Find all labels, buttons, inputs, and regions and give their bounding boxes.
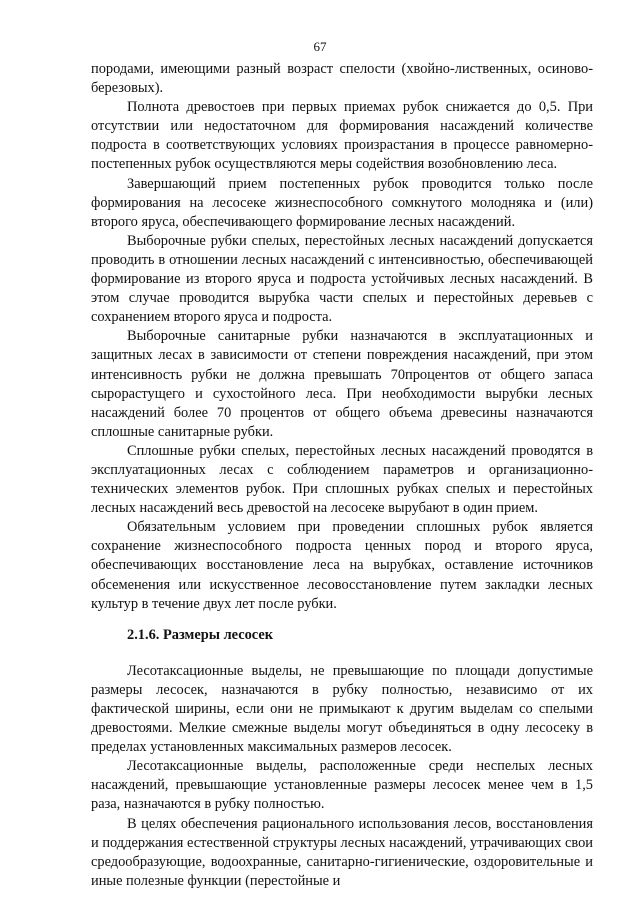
paragraph: Лесотаксационные выделы, расположенные среди неспелых лесных насаждений, превышающие установленные размеры лесосек менее чем в 1,5 раза, назначаются в рубку полностью. [91,758,593,813]
paragraph: Сплошные рубки спелых, перестойных лесных насаждений проводятся в эксплуатационных лесах с соблюдением параметров и организационно-технических элементов рубок. При сплошных рубках спелых и перестойных лесных насаждений весь древостой на лесосеке вырубают в один прием. [91,442,593,517]
paragraph: Выборочные рубки спелых, перестойных лесных насаждений допускается проводить в отношении лесных насаждений с интенсивностью, обеспечивающей формирование из второго яруса и подроста устойчивых лесных насаждений. В этом случае проводится вырубка части спелых и перестойных деревьев с сохранением второго яруса и подроста. [91,232,593,326]
paragraph: Обязательным условием при проведении сплошных рубок является сохранение жизнеспособного подроста ценных пород и второго яруса, обеспечивающих восстановление леса на вырубках, оставление источников обсеменения или искусственное лесовосстановление путем закладки лесных культур в течение двух лет после рубки. [91,519,593,612]
page-number: 67 [313,39,327,54]
paragraph: Лесотаксационные выделы, не превышающие по площади допустимые размеры лесосек, назначаются в рубку полностью, независимо от их фактической ширины, если они не примыкают к другим выделам со спелыми древостоями. Мелкие смежные выделы могут объединяться в одну лесосеку в пределах установленных максимальных размеров лесосек. [91,662,593,756]
paragraph: породами, имеющими разный возраст спелости (хвойно-лиственных, осиново-березовых). [91,61,593,97]
paragraphs-after-heading [91,662,593,891]
paragraph: Выборочные санитарные рубки назначаются в эксплуатационных и защитных лесах в зависимости от степени повреждения насаждений, при этом интенсивность рубки не должна превышать 70процентов от общего запаса сырорастущего и сухостойного леса. При необходимости вырубки лесных насаждений более 70 процентов от общего объема древесины назначаются сплошные санитарные рубки. [91,328,593,440]
paragraph: В целях обеспечения рационального использования лесов, восстановления и поддержания естественной структуры лесных насаждений, утрачивающих свои средообразующие, водоохранные, санитарно-гигиенические, оздоровительные и иные полезные функции (перестойные и [91,815,593,889]
document-body [91,60,593,891]
section-heading: 2.1.6. Размеры лесосек [127,626,274,643]
paragraphs-before-heading [91,60,593,614]
paragraph: Завершающий прием постепенных рубок проводится только после формирования на лесосеке жизнеспособного сомкнутого молодняка и (или) второго яруса, обеспечивающего формирование лесных насаждений. [91,175,593,230]
paragraph: Полнота древостоев при первых приемах рубок снижается до 0,5. При отсутствии или недостаточном для формирования насаждений количестве подроста в соответствующих условиях произрастания в процессе равномерно-постепенных рубок осуществляются меры содействия возобновлению леса. [91,99,593,173]
